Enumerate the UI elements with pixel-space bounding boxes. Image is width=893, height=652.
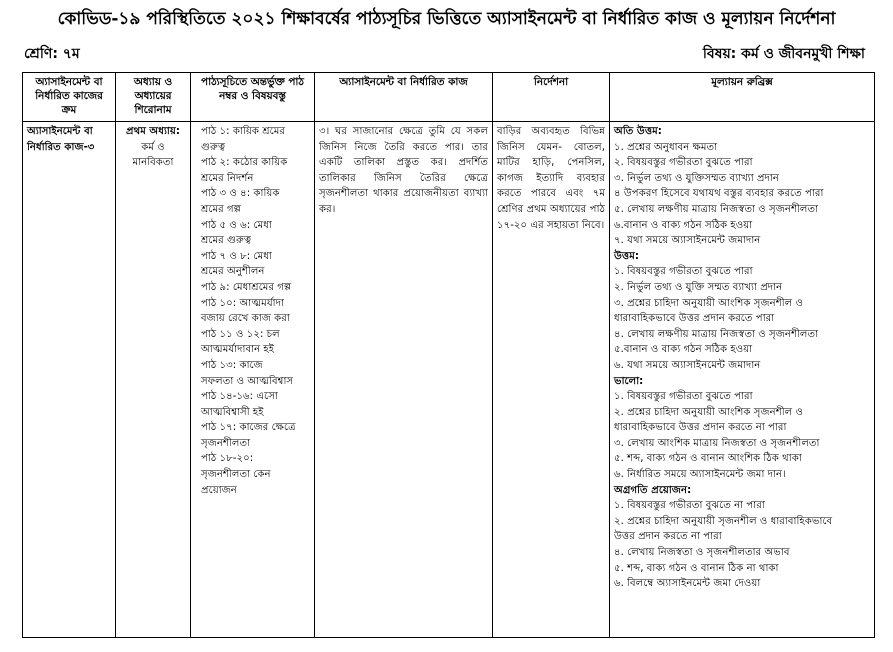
instruction-text: বাড়ির অব্যবহৃত বিভিন্ন জিনিস যেমন- বোতল, মাটির হাড়ি, পেনসিল, কাগজ ইত্যাদি ব্যবহার করতে পারবে এবং ৭ম শ্রেণির প্রথম অধ্যায়ের পাঠ ১৭-২০ এর সহায়তা নিবে। <box>497 126 605 231</box>
assignment-cell <box>315 122 493 638</box>
chapter-label: প্রথম অধ্যায়: <box>126 126 180 137</box>
chapter-cell <box>116 122 191 638</box>
rubric-item: ৫. লেখায় লক্ষণীয় মাত্রায় নিজস্বতা ও সৃজনশীলতা <box>614 203 819 215</box>
assignment-text: ৩। ঘর সাজানোর ক্ষেত্রে তুমি যে সকল জিনিস নিজে তৈরি করতে পার। তার একটি তালিকা প্রস্তুত কর। প্রদর্শিত তালিকার জিনিস তৈরির ক্ষেত্রে সৃজনশীলতা থাকার প্রয়োজনীয়তা ব্যাখ্যা কর। <box>319 126 488 215</box>
rubric-item: ১. বিষয়বস্তুর গভীরতা বুঝতে না পারা <box>614 500 765 512</box>
lesson-line: পাঠ ৭ ও ৮: মেধা <box>201 250 272 262</box>
lesson-line: পাঠ ৫ ও ৬: মেধা <box>201 219 272 231</box>
header-instruction: নির্দেশনা <box>493 73 610 122</box>
header-lessons: পাঠ্যসূচিতে অন্তর্ভুক্ত পাঠ নম্বর ও বিষয়বস্তু <box>191 73 315 122</box>
rubric-item: ৪. লেখায় নিজস্বতা ও সৃজনশীলতার অভাব <box>614 547 790 559</box>
lesson-line: পাঠ ১: কায়িক শ্রমের <box>201 126 285 137</box>
lesson-line: পাঠ ১৩: কাজে <box>201 359 263 371</box>
lesson-line: শ্রমের গল্প <box>201 203 241 215</box>
chapter-title: কর্ম ও মানবিকতা <box>132 141 174 169</box>
header-assignment-order: অ্যাসাইনমেন্ট বা নির্ধারিত কাজের ক্রম <box>23 73 116 122</box>
lesson-line: শ্রমের গুরুত্ব <box>201 235 252 247</box>
rubric-item: ধারাবাহিকভাবে উত্তর প্রদান করতে পারা <box>614 313 775 325</box>
assignment-table <box>22 72 875 638</box>
rubric-item: ৫. শব্দ, বাক্য গঠন ও বানান ঠিক না থাকা <box>614 562 779 574</box>
subject-label: বিষয়: কর্ম ও জীবনমুখী শিক্ষা <box>702 46 865 62</box>
rubric-item: ৫. শব্দ, বাক্য গঠন ও বানান আংশিক ঠিক থাকা <box>614 453 802 465</box>
rubric-item: ৩. প্রশ্নের চাহিদা অনুযায়ী আংশিক সৃজনশীল ও <box>614 297 803 309</box>
rubrics-cell <box>610 122 875 638</box>
rubric-item: ২. নির্ভুল তথ্য ও যুক্তি সম্মত ব্যাখ্যা প্রদান <box>614 281 783 293</box>
rubric-item: ৭. যথা সময়ে অ্যাসাইনমেন্ট জমাদান <box>614 235 761 247</box>
lesson-line: শ্রমের নিদর্শন <box>201 172 254 184</box>
rubric-item: উত্তর প্রদান করতে না পারা <box>614 531 722 543</box>
rubric-item: ১. বিষয়বস্তুর গভীরতা বুঝতে পারা <box>614 391 753 403</box>
assignment-number-cell <box>23 122 116 638</box>
rubric-item: ৪ উপকরণ হিসেবে যথাযথ বস্তুর ব্যবহার করতে পারা <box>614 188 824 200</box>
rubric-item: ২. প্রশ্নের চাহিদা অনুযায়ী আংশিক সৃজনশীল ও <box>614 406 803 418</box>
rubric-item: ধারাবাহিকভাবে উত্তর প্রদান করতে না পারা <box>614 422 787 434</box>
instruction-cell <box>493 122 610 638</box>
lesson-line: পাঠ ১৮-২০: <box>201 453 254 465</box>
rubric-item: ১. বিষয়বস্তুর গভীরতা বুঝতে পারা <box>614 266 753 278</box>
lesson-line: পাঠ ২: কঠোর কায়িক <box>201 157 288 169</box>
rubric-heading: অতি উত্তম: <box>614 126 662 137</box>
class-label: শ্রেণি: ৭ম <box>24 46 80 62</box>
lesson-line: সৃজনশীলতা কেন <box>201 469 271 481</box>
rubric-heading: ভালো: <box>614 375 644 387</box>
lesson-line: পাঠ ১৭: কাজের ক্ষেত্রে <box>201 422 296 434</box>
header-assignment: অ্যাসাইনমেন্ট বা নির্ধারিত কাজ <box>315 73 493 122</box>
lesson-line: সফলতা ও আত্মবিশ্বাস <box>201 375 294 387</box>
lesson-line: শ্রমের অনুশীলন <box>201 266 265 278</box>
lesson-line: পাঠ ১০: আত্মমর্যাদা <box>201 297 284 309</box>
lesson-line: সৃজনশীলতা <box>201 437 251 449</box>
document-title: কোভিড-১৯ পরিস্থিতিতে ২০২১ শিক্ষাবর্ষের পাঠ্যসূচির ভিত্তিতে অ্যাসাইনমেন্ট বা নির্ধারিত কাজ ও মূল্যায়ন নির্দেশনা <box>57 9 836 29</box>
rubric-item: ৬. নির্ধারিত সময়ে অ্যাসাইনমেন্ট জমা দান। <box>614 469 786 481</box>
rubric-item: ৪. লেখায় লক্ষণীয় মাত্রায় নিজস্বতা ও সৃজনশীলতা <box>614 328 819 340</box>
lesson-line: পাঠ ১১ ও ১২: চল <box>201 328 280 340</box>
lesson-line: প্রয়োজন <box>201 484 237 496</box>
rubric-heading: অগ্রগতি প্রয়োজন: <box>614 484 692 496</box>
lesson-line: পাঠ ৩ ও ৪: কায়িক <box>201 188 280 200</box>
assignment-number: অ্যাসাইনমেন্ট বা নির্ধারিত কাজ-৩ <box>27 126 95 153</box>
lessons-cell <box>191 122 315 638</box>
lesson-line: বজায় রেখে কাজ করা <box>201 313 290 325</box>
rubric-item: ৬. বিলম্বে অ্যাসাইনমেন্ট জমা দেওয়া <box>614 578 761 590</box>
rubric-item: ৩. লেখায় আংশিক মাত্রায় নিজস্বতা ও সৃজনশীলতা <box>614 437 820 449</box>
lesson-line: পাঠ ৯: মেধাশ্রমের গল্প <box>201 281 292 293</box>
rubric-item: ৫.বানান ও বাক্য গঠন সঠিক হওয়া <box>614 344 753 356</box>
lesson-line: আত্মমর্যাদাবান হই <box>201 344 275 356</box>
rubric-item: ৬. যথা সময়ে অ্যাসাইনমেন্ট জমাদান <box>614 359 761 371</box>
table-header-row <box>23 73 875 122</box>
header-rubrics: মূল্যায়ন রুব্রিক্স <box>610 73 875 122</box>
rubric-item: ১. প্রশ্নের অনুধাবন ক্ষমতা <box>614 141 718 153</box>
lesson-line: গুরুত্ব <box>201 141 226 153</box>
rubric-heading: উত্তম: <box>614 250 639 262</box>
header-chapter: অধ্যায় ও অধ্যায়ের শিরোনাম <box>116 73 191 122</box>
rubric-item: ২. প্রশ্নের চাহিদা অনুযায়ী সৃজনশীল ও ধারাবাহিকভাবে <box>614 515 833 527</box>
rubric-item: ২. বিষয়বস্তুর গভীরতা বুঝতে পারা <box>614 157 753 169</box>
lesson-line: পাঠ ১৪-১৬: এসো <box>201 391 278 403</box>
rubric-item: ৩. নির্ভুল তথ্য ও যুক্তিসম্মত ব্যাখ্যা প্রদান <box>614 172 779 184</box>
table-row <box>23 122 875 638</box>
lesson-line: আত্মবিশ্বাসী হই <box>201 406 264 418</box>
rubric-item: ৬.বানান ও বাক্য গঠন সঠিক হওয়া <box>614 219 753 231</box>
